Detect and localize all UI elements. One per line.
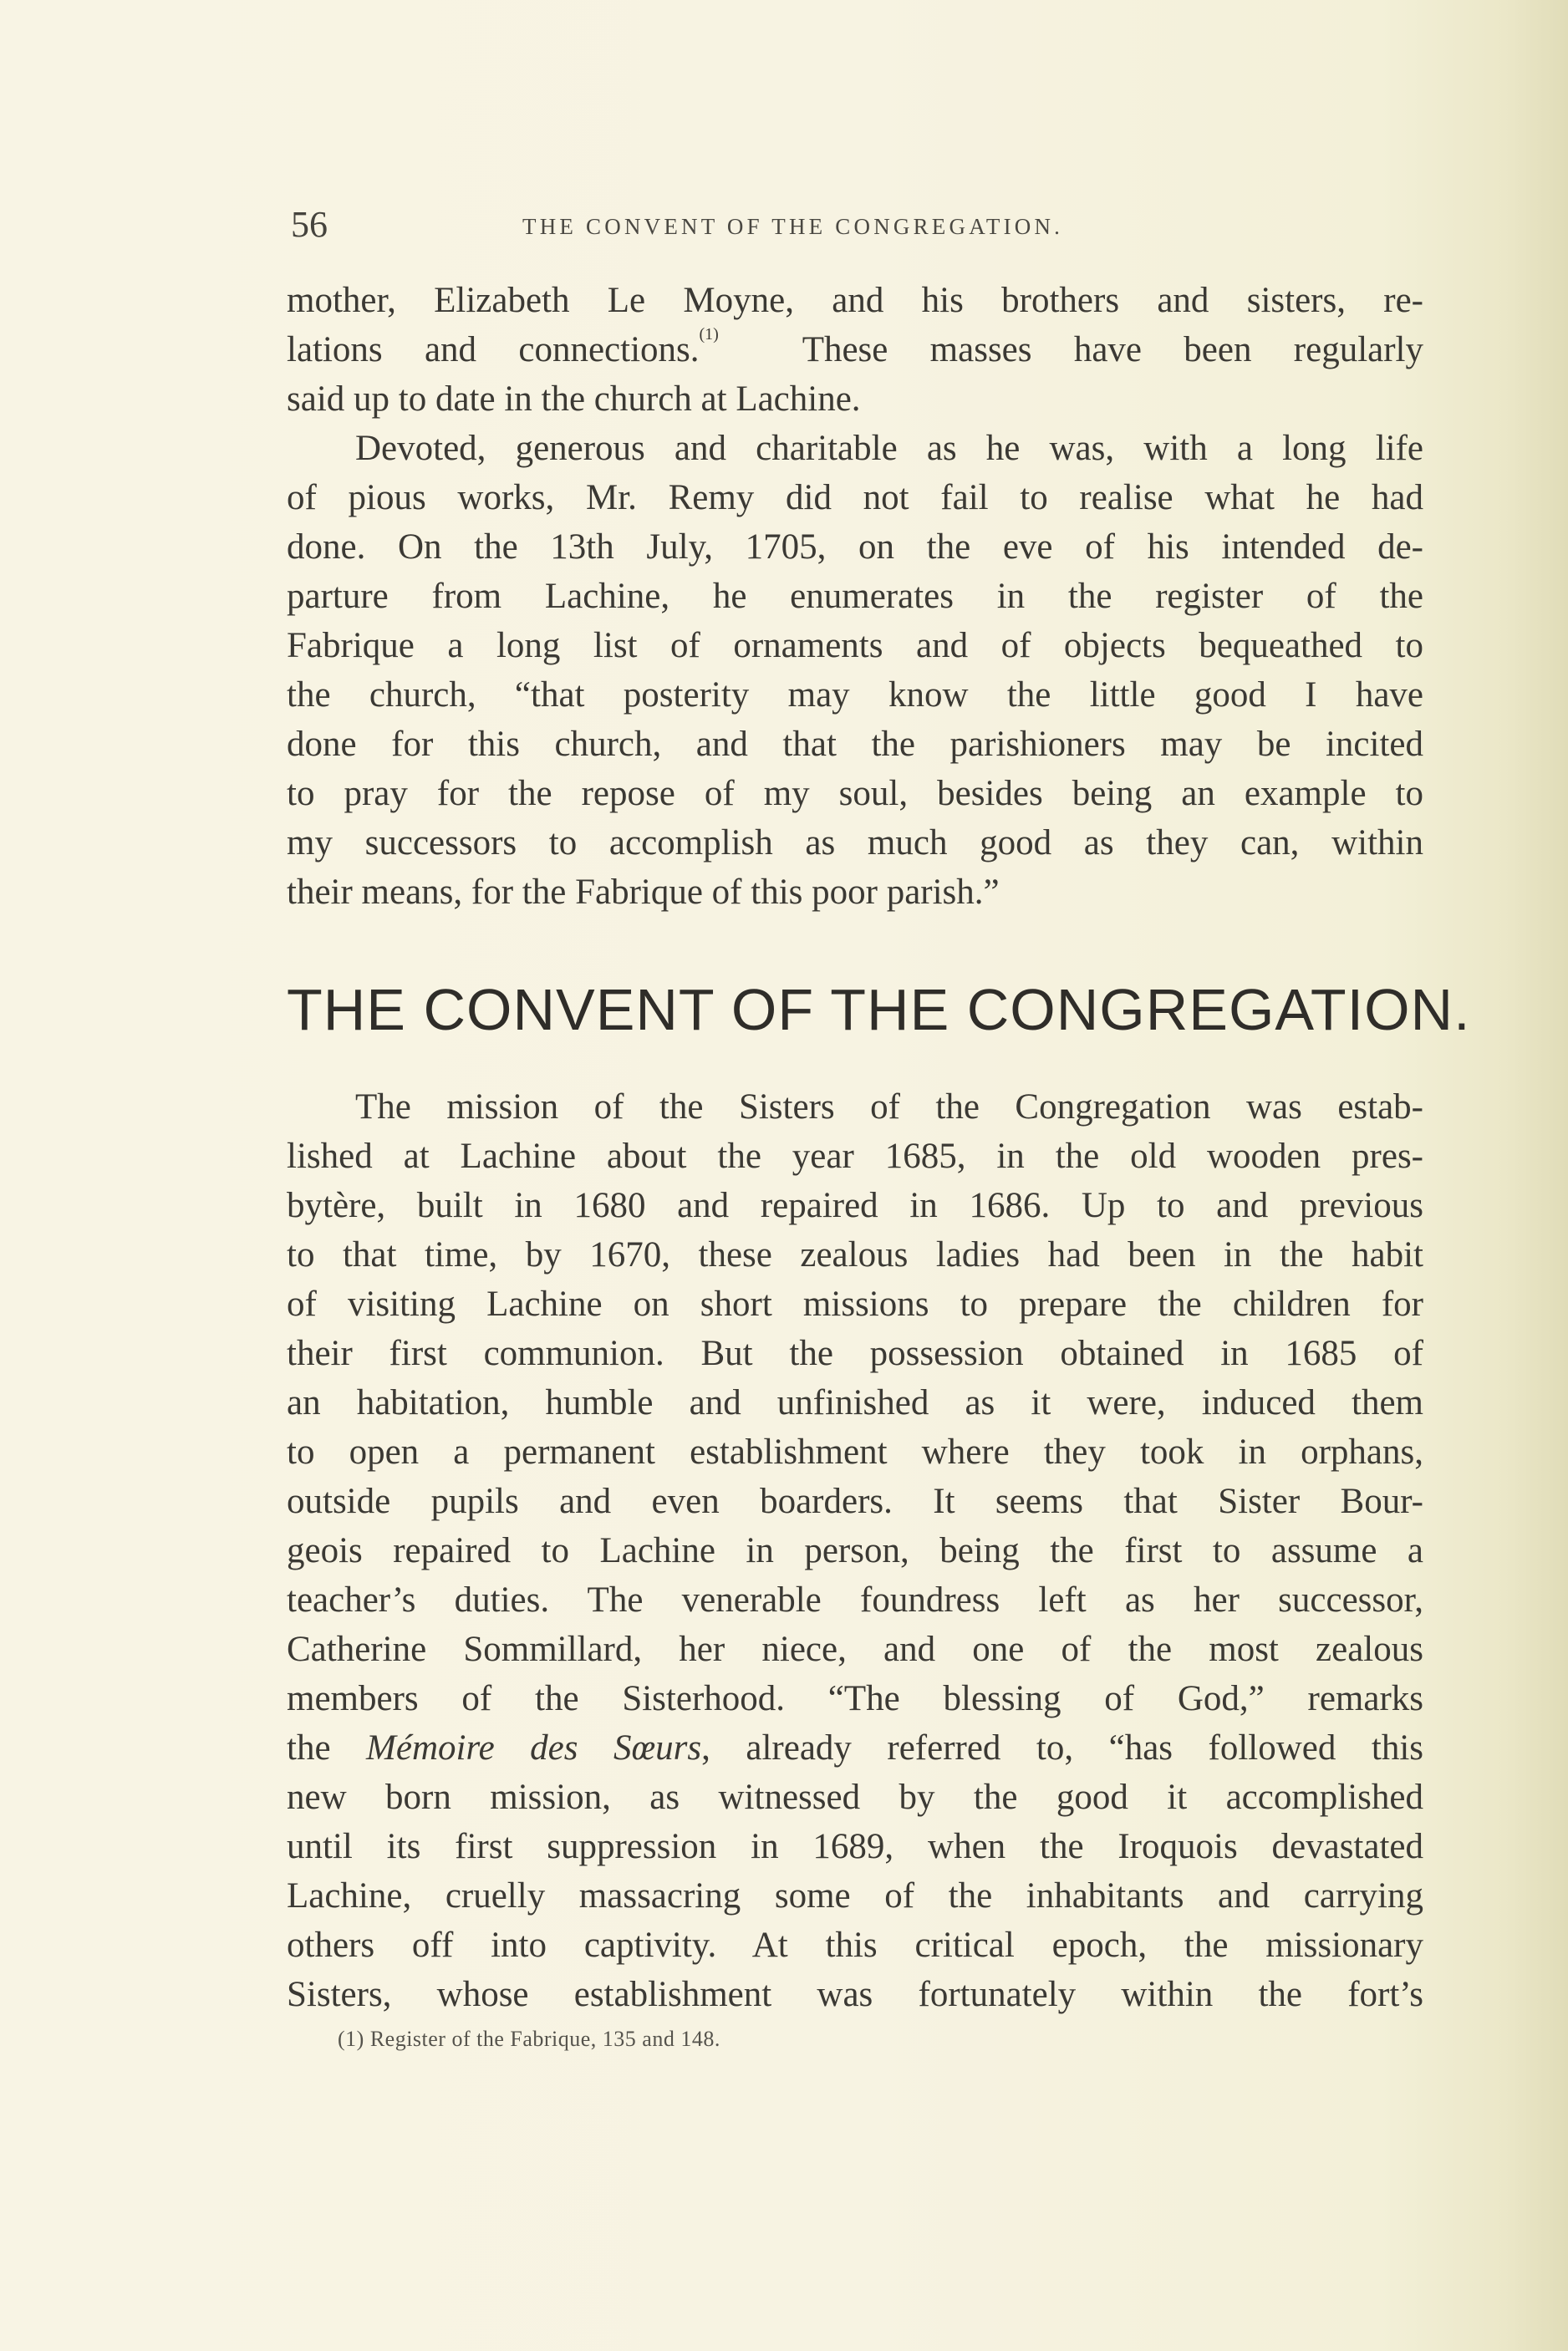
paragraph-first-line: The mission of the Sisters of the Congregation was estab- xyxy=(355,1087,1423,1127)
text-line: the church, “that posterity may know the little good I have xyxy=(287,675,1423,715)
footnote-reference[interactable]: (1) xyxy=(699,325,719,343)
text-line: of pious works, Mr. Remy did not fail to realise what he had xyxy=(287,478,1423,517)
text-line: an habitation, humble and unfinished as it were, induced them xyxy=(287,1383,1423,1422)
footnote: (1) Register of the Fabrique, 135 and 148. xyxy=(338,2027,720,2051)
text-line: done. On the 13th July, 1705, on the eve of his intended de- xyxy=(287,527,1423,567)
text-line: to open a permanent establishment where they took in orphans, xyxy=(287,1432,1423,1472)
text-line: mother, Elizabeth Le Moyne, and his brothers and sisters, re- xyxy=(287,281,1423,320)
italic-title: Mémoire des Sœurs xyxy=(366,1728,702,1768)
text-line: to pray for the repose of my soul, besides being an example to xyxy=(287,774,1423,813)
text-line: until its first suppression in 1689, when the Iroquois devastated xyxy=(287,1827,1423,1866)
text-line xyxy=(287,325,1423,374)
text-line xyxy=(287,1723,1423,1773)
text-line: their first communion. But the possession obtained in 1685 of xyxy=(287,1334,1423,1373)
text-line: members of the Sisterhood. “The blessing of God,” remarks xyxy=(287,1679,1423,1718)
text-line: Catherine Sommillard, her niece, and one of the most zealous xyxy=(287,1630,1423,1669)
section-heading: THE CONVENT OF THE CONGREGATION. xyxy=(287,977,1471,1042)
text-line: teacher’s duties. The venerable foundress left as her successor, xyxy=(287,1580,1423,1620)
text-line: said up to date in the church at Lachine. xyxy=(287,379,861,419)
text-line: others off into captivity. At this critical epoch, the missionary xyxy=(287,1926,1423,1965)
continued-paragraphs xyxy=(287,276,1423,917)
text-line: their means, for the Fabrique of this poor parish.” xyxy=(287,873,1000,912)
text-line: Lachine, cruelly massacring some of the inhabitants and carrying xyxy=(287,1876,1423,1916)
text-fragment: the xyxy=(287,1728,331,1768)
text-line: bytère, built in 1680 and repaired in 1686. Up to and previous xyxy=(287,1186,1423,1225)
text-fragment: , already referred to, “has followed this xyxy=(701,1728,1423,1768)
text-fragment: lations and connections. xyxy=(287,330,700,369)
running-title: THE CONVENT OF THE CONGREGATION. xyxy=(522,214,1064,239)
text-line: lished at Lachine about the year 1685, in the old wooden pres- xyxy=(287,1137,1423,1176)
text-line: new born mission, as witnessed by the good it accomplished xyxy=(287,1778,1423,1817)
text-line: Fabrique a long list of ornaments and of objects bequeathed to xyxy=(287,626,1423,665)
running-head xyxy=(291,204,1210,246)
page-number: 56 xyxy=(291,204,328,245)
text-line: my successors to accomplish as much good as they can, within xyxy=(287,823,1423,863)
section-paragraph xyxy=(287,1082,1423,2019)
paragraph-first-line: Devoted, generous and charitable as he was, with a long life xyxy=(355,429,1423,468)
text-line: parture from Lachine, he enumerates in the register of the xyxy=(287,577,1423,616)
text-line: Sisters, whose establishment was fortunately within the fort’s xyxy=(287,1975,1423,2014)
text-line: of visiting Lachine on short missions to prepare the children for xyxy=(287,1285,1423,1324)
text-line: outside pupils and even boarders. It seems that Sister Bour- xyxy=(287,1482,1423,1521)
text-line: to that time, by 1670, these zealous ladies had been in the habit xyxy=(287,1235,1423,1275)
text-line: geois repaired to Lachine in person, being the first to assume a xyxy=(287,1531,1423,1570)
text-fragment: These masses have been regularly xyxy=(802,330,1423,369)
text-line: done for this church, and that the parishioners may be incited xyxy=(287,725,1423,764)
